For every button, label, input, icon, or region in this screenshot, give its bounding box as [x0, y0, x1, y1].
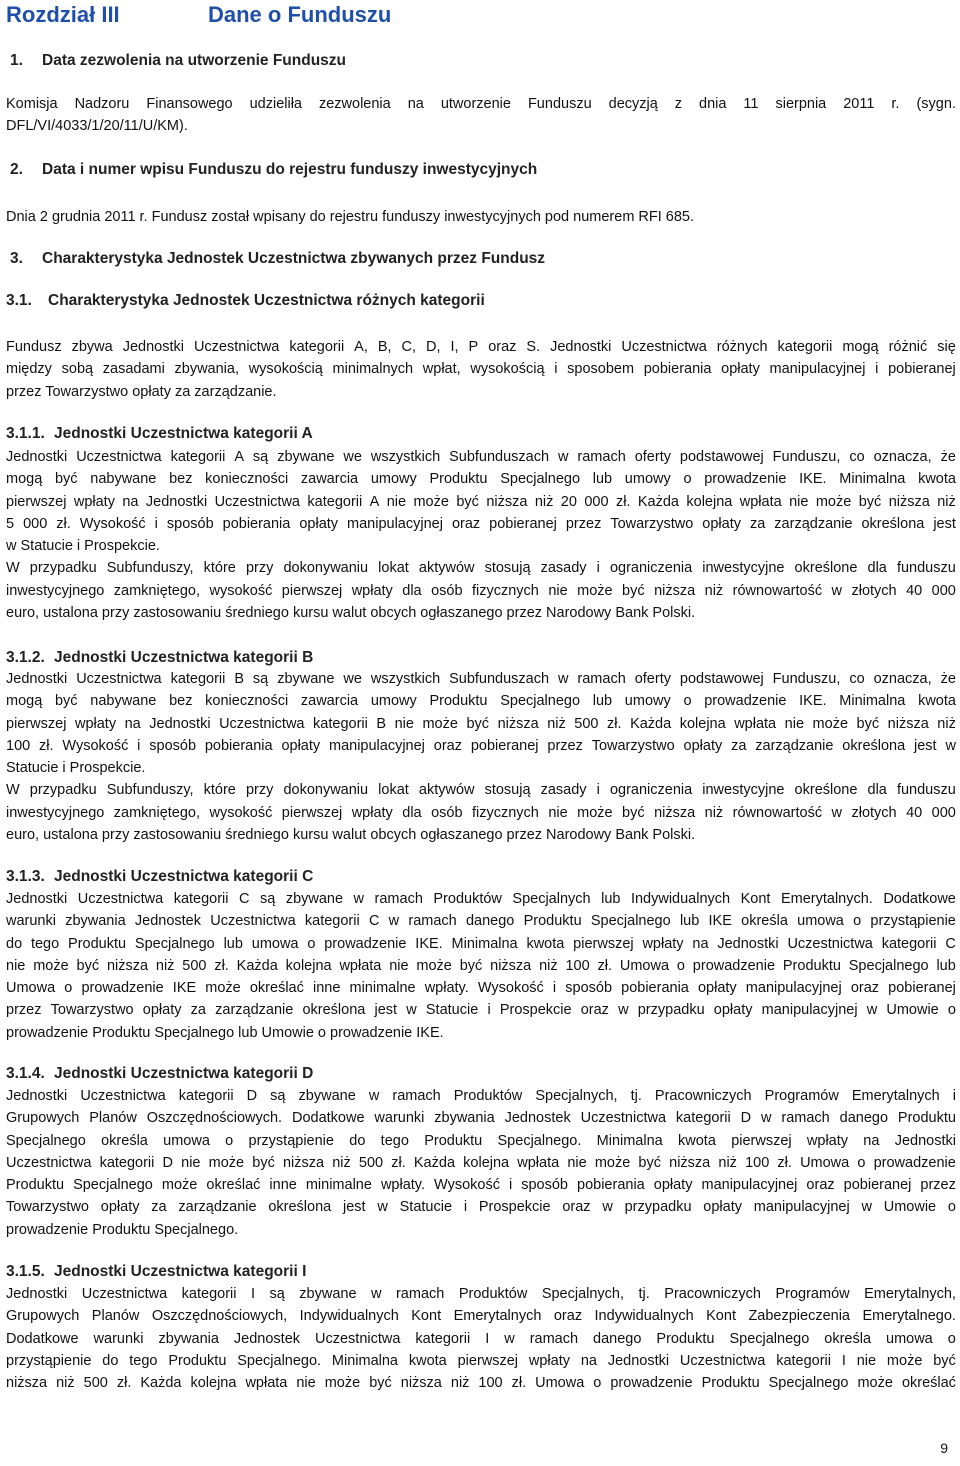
section-2-heading	[10, 161, 537, 179]
section-title: Charakterystyka Jednostek Uczestnictwa różnych kategorii	[48, 292, 485, 309]
section-title: Jednostki Uczestnictwa kategorii I	[54, 1263, 307, 1280]
section-title: Jednostki Uczestnictwa kategorii C	[54, 868, 314, 885]
text-line: DFL/VI/4033/1/20/11/U/KM).	[6, 118, 188, 135]
text-line: Grupowych Planów Oszczędnościowych. Dodatkowe warunki zbywania Jednostek Uczestnictwa kategorii D w ramach danego Produktu	[6, 1110, 956, 1127]
text-line: prowadzenie Produktu Specjalnego lub Umowie o prowadzenie IKE.	[6, 1024, 444, 1041]
section-2-text	[6, 206, 956, 228]
section-number: 3.1.5.	[6, 1263, 45, 1280]
section-title: Jednostki Uczestnictwa kategorii B	[54, 649, 314, 666]
text-line: 100 zł. Wysokość i sposób pobierania opłaty manipulacyjnej oraz pobieranej przez Towarzystwo opłaty za zarządzanie określona jest w	[6, 737, 956, 754]
chapter-heading	[6, 2, 392, 28]
text-line: Jednostki Uczestnictwa kategorii D są zbywane w ramach Produktów Specjalnych, tj. Pracowniczych Programów Emerytalnych i	[6, 1088, 956, 1104]
text-line: Jednostki Uczestnictwa kategorii B są zbywane we wszystkich Subfunduszach w ramach oferty podstawowej Funduszu, co oznacza, że	[6, 671, 956, 687]
text-line: pierwszej wpłaty na Jednostki Uczestnictwa kategorii A nie może być niższa niż 20 000 zł. Każda kolejna wpłata nie może być niższa niż	[6, 493, 956, 510]
text-line: nie może być niższa niż 500 zł. Każda kolejna wpłata nie może być niższa niż 100 zł. Umowa o prowadzenie Produktu Specjalnego lub	[6, 957, 956, 974]
text-line: w Statucie i Prospekcie.	[6, 538, 160, 555]
text-line: Statucie i Prospekcie.	[6, 760, 146, 777]
text-line: Komisja Nadzoru Finansowego udzieliła zezwolenia na utworzenie Funduszu decyzją z dnia 11 sierpnia 2011 r. (sygn.	[6, 96, 956, 112]
chapter-title: Dane o Funduszu	[208, 2, 392, 27]
text-line: Uczestnictwa kategorii D nie może być niższa niż 500 zł. Każda kolejna wpłata nie może być niższa niż 100 zł. Umowa o prowadzenie	[6, 1154, 956, 1171]
section-3-1-5-text	[6, 1283, 956, 1394]
section-3-1-text	[6, 336, 956, 403]
text-line: inwestycyjnego zamkniętego, wysokość pierwszej wpłaty dla osób fizycznych nie może być niższa niż równowartość w złotych 40 000	[6, 804, 956, 821]
text-line: pierwszej wpłaty na Jednostki Uczestnictwa kategorii B nie może być niższa niż 500 zł. Każda kolejna wpłata nie może być niższa niż	[6, 715, 956, 732]
text-line: niższa niż 500 zł. Każda kolejna wpłata nie może być niższa niż 100 zł. Umowa o prowadzenie Produktu Specjalnego może określać	[6, 1375, 956, 1392]
section-number: 3.1.4.	[6, 1065, 45, 1082]
text-line: mogą być nabywane bez konieczności zawarcia umowy Produktu Specjalnego lub umowy o prowadzenie IKE. Minimalna kwota	[6, 471, 956, 488]
section-number: 2.	[10, 161, 23, 178]
section-3-1-4-text	[6, 1085, 956, 1241]
text-line: euro, ustalona przy zastosowaniu średniego kursu walut obcych ogłaszanego przez Narodowy Bank Polski.	[6, 827, 696, 844]
text-line: przystąpienie do tego Produktu Specjalnego. Minimalna kwota pierwszej wpłaty na Jednostki Uczestnictwa kategorii I nie może być	[6, 1352, 956, 1369]
text-line: mogą być nabywane bez konieczności zawarcia umowy Produktu Specjalnego lub umowy o prowadzenie IKE. Minimalna kwota	[6, 693, 956, 710]
section-3-1-heading	[6, 292, 485, 310]
text-line: euro, ustalona przy zastosowaniu średniego kursu walut obcych ogłaszanego przez Narodowy Bank Polski.	[6, 605, 696, 622]
page-number: 9	[940, 1440, 948, 1456]
section-number: 1.	[10, 52, 23, 69]
section-3-1-3-text	[6, 888, 956, 1044]
section-3-1-1-text	[6, 446, 956, 624]
text-line: przez Towarzystwo opłaty za zarządzanie.	[6, 383, 277, 400]
text-line: przez Towarzystwo opłaty za zarządzanie określona jest w Statucie i Prospekcie oraz w przypadku opłaty manipulacyjnej w Umowie o	[6, 1002, 956, 1019]
section-title: Charakterystyka Jednostek Uczestnictwa zbywanych przez Fundusz	[42, 250, 546, 267]
section-title: Jednostki Uczestnictwa kategorii A	[54, 425, 313, 442]
text-line: Fundusz zbywa Jednostki Uczestnictwa kategorii A, B, C, D, I, P oraz S. Jednostki Uczestnictwa różnych kategorii mogą różnić się	[6, 339, 956, 355]
text-line: W przypadku Subfunduszy, które przy dokonywaniu lokat aktywów stosują zasady i ograniczenia inwestycyjne określone dla funduszu	[6, 782, 956, 799]
text-line: warunki zbywania Jednostek Uczestnictwa kategorii C w ramach danego Produktu Specjalnego lub IKE określa umowa o przystąpienie	[6, 913, 956, 930]
section-number: 3.1.1.	[6, 425, 45, 442]
section-3-1-5-heading	[6, 1263, 306, 1281]
text-line: Grupowych Planów Oszczędnościowych, Indywidualnych Kont Emerytalnych oraz Indywidualnych Kont Zabezpieczenia Emerytalnego.	[6, 1308, 956, 1325]
section-3-1-2-heading	[6, 649, 313, 667]
section-3-1-4-heading	[6, 1065, 313, 1083]
text-line: Dnia 2 grudnia 2011 r. Fundusz został wpisany do rejestru funduszy inwestycyjnych pod numerem RFI 685.	[6, 209, 695, 225]
text-line: między sobą zasadami zbywania, wysokością minimalnych wpłat, wysokością i sposobem pobierania opłaty manipulacyjnej i pobieranej	[6, 361, 956, 378]
section-number: 3.1.3.	[6, 868, 45, 885]
text-line: Specjalnego określa umowa o przystąpienie do tego Produktu Specjalnego. Minimalna kwota pierwszej wpłaty na Jednostki	[6, 1132, 956, 1149]
text-line: W przypadku Subfunduszy, które przy dokonywaniu lokat aktywów stosują zasady i ograniczenia inwestycyjne określone dla funduszu	[6, 560, 956, 577]
section-3-1-3-heading	[6, 868, 313, 886]
text-line: Umowa o prowadzenie IKE może określać inne minimalne wpłaty. Wysokość i sposób pobierania opłaty manipulacyjnej oraz pobieranej	[6, 980, 956, 997]
section-number: 3.1.	[6, 292, 32, 309]
section-title: Jednostki Uczestnictwa kategorii D	[54, 1065, 314, 1082]
text-line: Dodatkowe warunki zbywania Jednostek Uczestnictwa kategorii I w ramach danego Produktu Specjalnego określa umowa o	[6, 1330, 956, 1347]
section-title: Data zezwolenia na utworzenie Funduszu	[42, 52, 347, 69]
text-line: do tego Produktu Specjalnego lub umowa o prowadzenie IKE. Minimalna kwota pierwszej wpłaty na Jednostki Uczestnictwa kategorii C	[6, 935, 956, 952]
section-3-heading	[10, 250, 545, 268]
text-line: Jednostki Uczestnictwa kategorii A są zbywane we wszystkich Subfunduszach w ramach oferty podstawowej Funduszu, co oznacza, że	[6, 449, 956, 465]
chapter-label: Rozdział III	[6, 2, 120, 27]
section-number: 3.	[10, 250, 23, 267]
text-line: inwestycyjnego zamkniętego, wysokość pierwszej wpłaty dla osób fizycznych nie może być niższa niż równowartość w złotych 40 000	[6, 582, 956, 599]
text-line: Produktu Specjalnego może określać inne minimalne wpłaty. Wysokość i sposób pobierania opłaty manipulacyjnej oraz pobieranej przez	[6, 1177, 956, 1194]
text-line: Towarzystwo opłaty za zarządzanie określona jest w Statucie i Prospekcie oraz w przypadku opłaty manipulacyjnej w Umowie o	[6, 1199, 956, 1216]
text-line: Jednostki Uczestnictwa kategorii I są zbywane w ramach Produktów Specjalnych, tj. Pracowniczych Programów Emerytalnych,	[6, 1286, 956, 1302]
section-1-text	[6, 93, 956, 138]
section-3-1-2-text	[6, 668, 956, 846]
section-1-heading	[10, 52, 346, 70]
section-title: Data i numer wpisu Funduszu do rejestru funduszy inwestycyjnych	[42, 161, 538, 178]
section-number: 3.1.2.	[6, 649, 45, 666]
text-line: Jednostki Uczestnictwa kategorii C są zbywane w ramach Produktów Specjalnych lub Indywidualnych Kont Emerytalnych. Dodatkowe	[6, 891, 956, 907]
section-3-1-1-heading	[6, 425, 313, 443]
text-line: 5 000 zł. Wysokość i sposób pobierania opłaty manipulacyjnej oraz pobieranej przez Towarzystwo opłaty za zarządzanie określona jest	[6, 515, 956, 532]
text-line: prowadzenie Produktu Specjalnego.	[6, 1221, 239, 1238]
